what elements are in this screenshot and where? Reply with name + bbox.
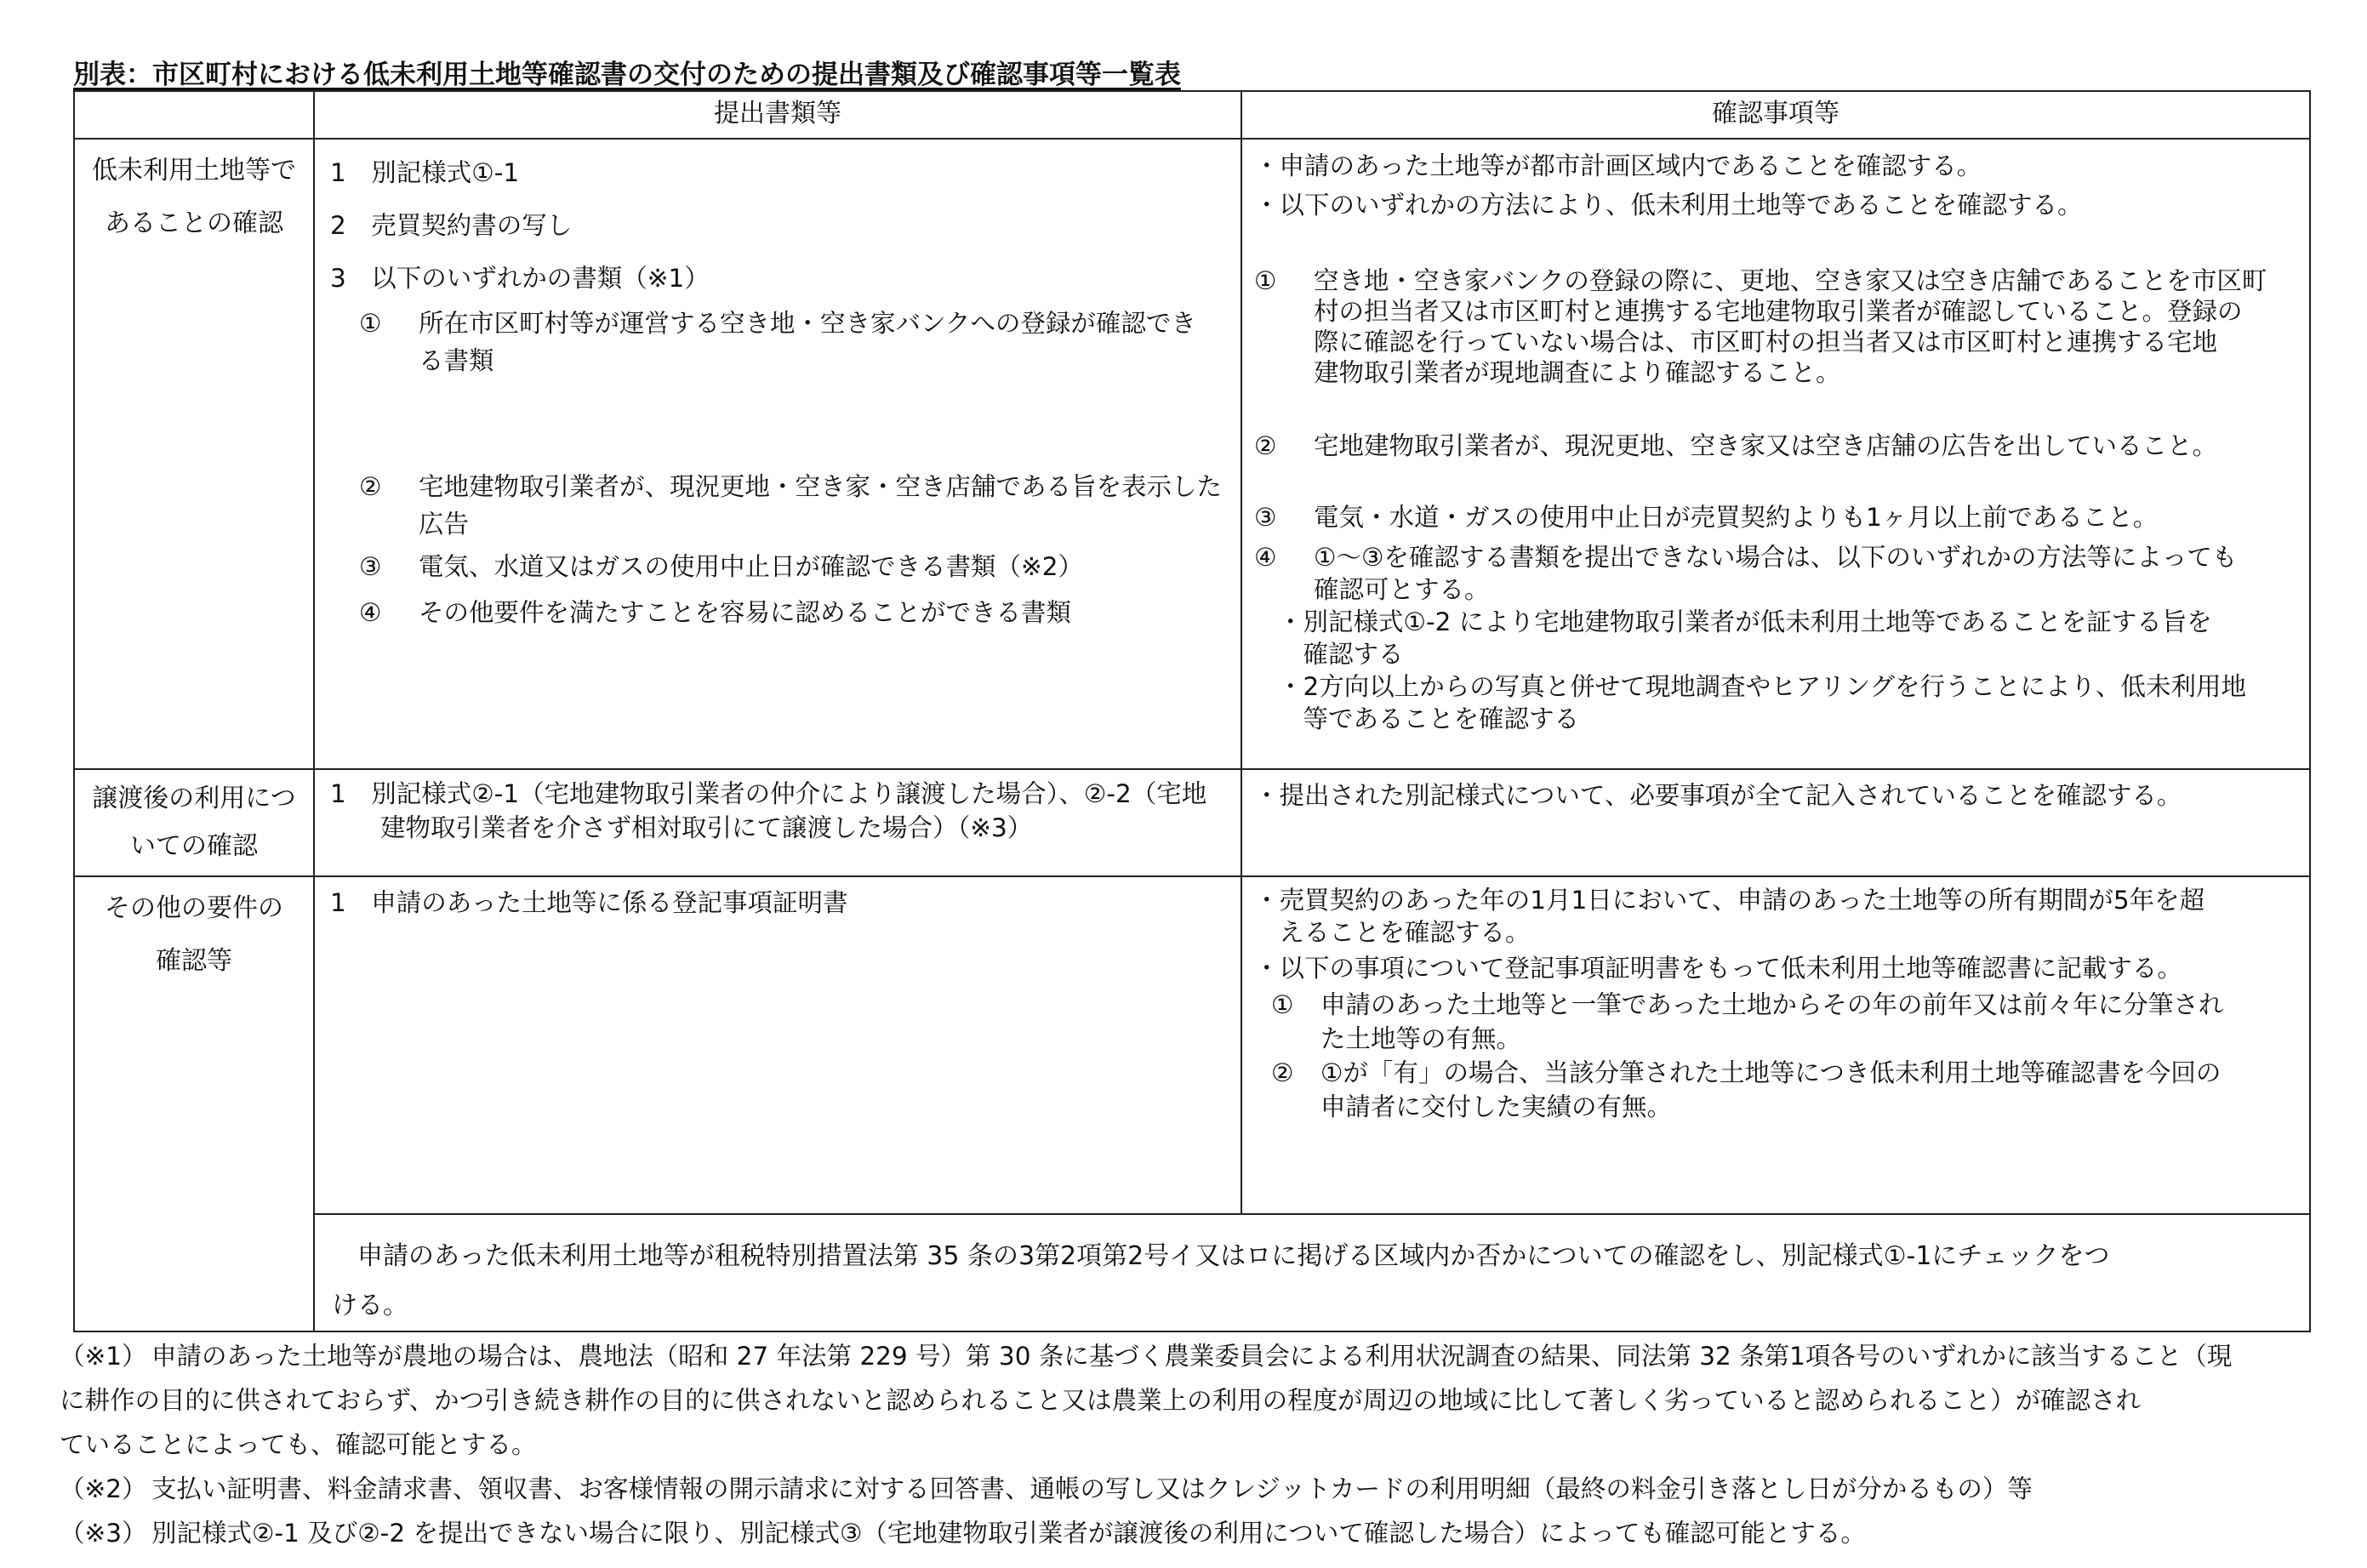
doc-line: 2 売買契約書の写し xyxy=(330,211,573,241)
checks-cell xyxy=(1241,769,2310,876)
check-item: ④ ①～③を確認する書類を提出できない場合は、以下のいずれかの方法等によっても 確認可とする。 xyxy=(1254,543,2238,605)
category-cell: 低未利用土地等で あることの確認 xyxy=(74,139,314,769)
docs-cell xyxy=(314,876,1241,1214)
footnote-continuation: ていることによっても、確認可能とする。 xyxy=(60,1430,537,1459)
category-cell: その他の要件の 確認等 xyxy=(74,876,314,1331)
table-row-post-transfer-use xyxy=(74,769,2310,876)
check-line: えることを確認する。 xyxy=(1254,918,1531,948)
doc-item: ① 所在市区町村等が運営する空き地・空き家バンクへの登録が確認でき る書類 xyxy=(330,305,1232,379)
table-row-vacant-land xyxy=(74,139,2310,769)
footnote-key: （※1） xyxy=(60,1342,147,1371)
item-marker: ① xyxy=(359,309,382,339)
check-line: ・以下の事項について登記事項証明書をもって低未利用土地等確認書に記載する。 xyxy=(1254,954,2182,984)
docs-cell xyxy=(314,139,1241,769)
check-line: ・申請のあった土地等が都市計画区域内であることを確認する。 xyxy=(1254,151,1982,181)
footnote-key: （※2） xyxy=(60,1474,147,1503)
check-line: ・売買契約のあった年の1月1日において、申請のあった土地等の所有期間が5年を超 xyxy=(1254,886,2205,915)
doc-line: 1 別記様式②-1（宅地建物取引業者の仲介により譲渡した場合）、②-2（宅地 xyxy=(330,779,1207,809)
check-item: ① 申請のあった土地等と一筆であった土地からその年の前年又は前々年に分筆され た土地等の有無。 xyxy=(1254,988,2301,1056)
check-item: ① 空き地・空き家バンクの登録の際に、更地、空き家又は空き店舗であることを市区町 村の担当者又は市区町村と連携する宅地建物取引業者が確認していること。登録の 際に確認を行っていない場合は、市区町村の担当者又は市区町村と連携する宅地 建物取引業者が現地調査により確認すること。 xyxy=(1254,266,2267,388)
check-line: ・以下のいずれかの方法により、低未利用土地等であることを確認する。 xyxy=(1254,191,2083,220)
item-marker: ② xyxy=(359,472,382,502)
table-row-other-requirements xyxy=(74,876,2310,1214)
check-item: ② ①が「有」の場合、当該分筆された土地等につき低未利用土地等確認書を今回の 申請者に交付した実績の有無。 xyxy=(1254,1056,2301,1124)
doc-item: ③ 電気、水道又はガスの使用中止日が確認できる書類（※2） xyxy=(330,548,1232,585)
header-blank xyxy=(74,91,314,139)
item-marker: ① xyxy=(1254,266,1277,296)
doc-line: 建物取引業者を介さず相対取引にて譲渡した場合）（※3） xyxy=(330,813,1033,843)
check-sub-item: ・2方向以上からの写真と併せて現地調査やヒアリングを行うことにより、低未利用地 等であることを確認する xyxy=(1278,672,2246,734)
note-line: ける。 xyxy=(332,1290,408,1320)
doc-line: 1 別記様式①-1 xyxy=(330,158,520,188)
item-marker: ② xyxy=(1254,431,1277,461)
doc-item: ④ その他要件を満たすことを容易に認めることができる書類 xyxy=(330,594,1232,631)
footnote: （※2） 支払い証明書、料金請求書、領収書、お客様情報の開示請求に対する回答書、通帳の写し又はクレジットカードの利用明細（最終の料金引き落とし日が分かるもの）等 xyxy=(60,1467,2314,1511)
note-line: 申請のあった低未利用土地等が租税特別措置法第 35 条の3第2項第2号イ又はロに掲げる区域内か否かについての確認をし、別記様式①-1にチェックをつ xyxy=(332,1240,2110,1271)
check-item: ② 宅地建物取引業者が、現況更地、空き家又は空き店舗の広告を出していること。 xyxy=(1254,427,2301,465)
table-header-row xyxy=(74,91,2310,139)
footnote: （※3） 別記様式②-1 及び②-2 を提出できない場合に限り、別記様式③（宅地建物取引業者が譲渡後の利用について確認した場合）によっても確認可能とする。 xyxy=(60,1511,2314,1555)
docs-cell xyxy=(314,769,1241,876)
item-marker: ④ xyxy=(359,598,382,628)
footnotes xyxy=(60,1334,2314,1555)
header-docs: 提出書類等 xyxy=(314,91,1241,139)
header-checks: 確認事項等 xyxy=(1241,91,2310,139)
area-note-cell xyxy=(314,1214,2310,1331)
requirements-table xyxy=(73,90,2311,1332)
item-marker: ④ xyxy=(1254,543,1277,573)
item-marker: ③ xyxy=(1254,503,1277,533)
checks-cell xyxy=(1241,139,2310,769)
category-cell: 譲渡後の利用につ いての確認 xyxy=(74,769,314,876)
doc-line: 1 申請のあった土地等に係る登記事項証明書 xyxy=(330,888,848,918)
check-item: ③ 電気・水道・ガスの使用中止日が売買契約よりも1ヶ月以上前であること。 xyxy=(1254,499,2301,536)
item-marker: ③ xyxy=(359,552,382,582)
item-marker: ② xyxy=(1271,1058,1294,1088)
check-line: ・提出された別記様式について、必要事項が全て記入されていることを確認する。 xyxy=(1254,781,2182,811)
item-marker: ① xyxy=(1271,990,1294,1020)
table-row-area-note xyxy=(74,1214,2310,1331)
footnote: （※1） 申請のあった土地等が農地の場合は、農地法（昭和 27 年法第 229 号）第 30 条に基づく農業委員会による利用状況調査の結果、同法第 32 条第1項各号のいずれかに該当すること（現 xyxy=(60,1334,2314,1378)
footnote-key: （※3） xyxy=(60,1519,147,1548)
document-title: 別表：市区町村における低未利用土地等確認書の交付のための提出書類及び確認事項等一覧表 xyxy=(73,60,1181,90)
checks-cell xyxy=(1241,876,2310,1214)
footnote-continuation: に耕作の目的に供されておらず、かつ引き続き耕作の目的に供されないと認められること又は農業上の利用の程度が周辺の地域に比して著しく劣っていると認められること）が確認され xyxy=(60,1386,2142,1415)
doc-item: ② 宅地建物取引業者が、現況更地・空き家・空き店舗である旨を表示した 広告 xyxy=(330,468,1232,543)
check-sub-item: ・別記様式①-2 により宅地建物取引業者が低未利用土地等であることを証する旨を 確認する xyxy=(1278,607,2212,670)
doc-line: 3 以下のいずれかの書類（※1） xyxy=(330,264,710,294)
